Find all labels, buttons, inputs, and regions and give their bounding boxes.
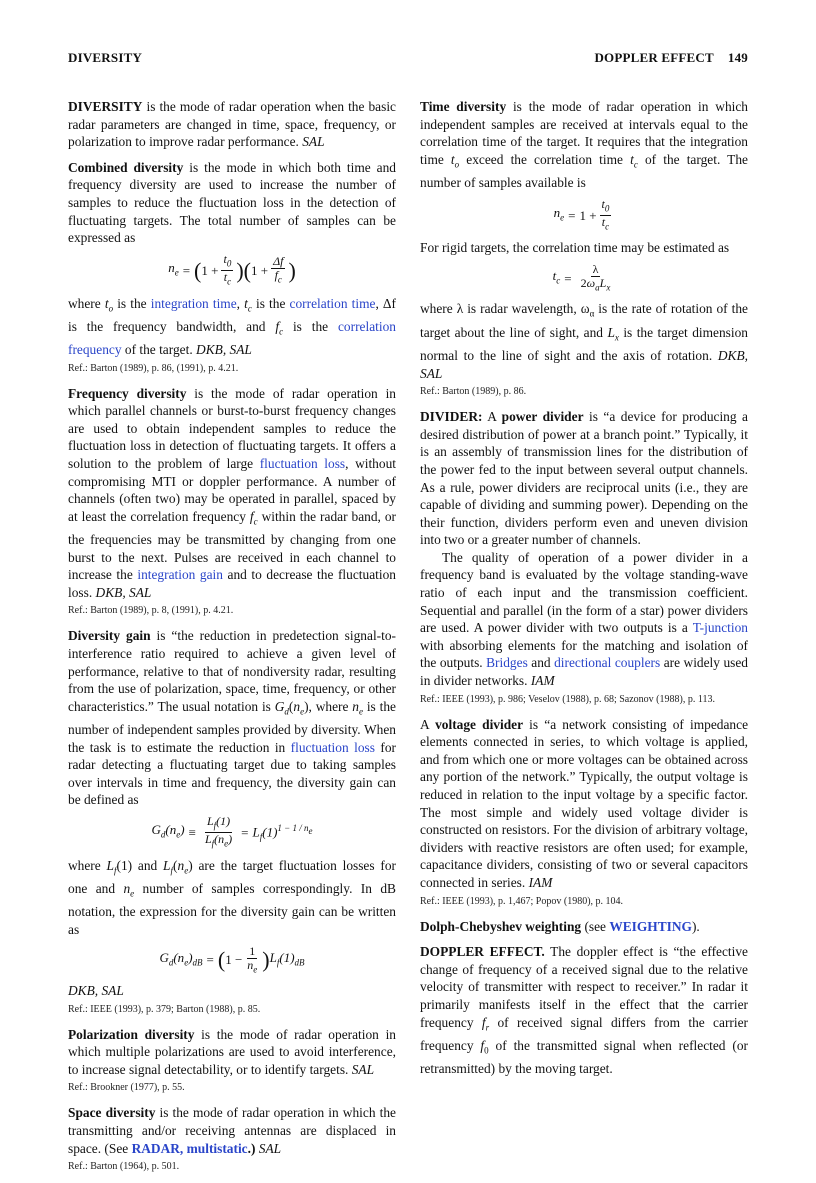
text: and to decrease the fluctuation loss.	[68, 567, 396, 600]
entry-frequency-diversity: Frequency diversity is the mode of radar operation in which parallel channels or burst-to-burst frequency changes are used to obtain independent samples to reduce the fluctuation loss in detection of fluctuating targets. It offers a solution to the problem of large fluctuation loss, without compromising MTI or doppler performance. A number of channels (often two) may be operated in parallel, spaced by at least the correlation frequency $f_c$ within the radar band, or the frequencies may be transmitted by changing from one burst to the next. Pulses are received in each channel to increase the integration gain and to decrease the fluctuation loss. DKB, SAL Ref.: Barton (1989), p. 8, (1991), p. 4.21.	[68, 385, 396, 617]
entry-diversity-gain: Diversity gain is “the reduction in predetection signal-to-interference ratio required to achieve a given level of performance, relative to that of nondiversity radar, resulting from the use of polarization, space, time, frequency, or other characteristics.” The usual notation is $G_d(n_e)$, where $n_e$ is the number of independent samples provided by diversity. When the task is to estimate the reduction in fluctuation loss for radar detecting a fluctuating target due to taking samples over intervals in time and frequency, the diversity gain can be defined as $G_d(n_e)$ ≡ $\frac{L_f(1)}{L_f(n_e)}$ = $L_f(1)^{1 - 1 / n_e}$ where $L_f(1)$ and $L_f(n_e)$ are the target fluctuation losses for one and $n_e$ number of samples correspondingly. In dB notation, the expression for the diversity gain can be written as $G_d(n_e)_{dB}$ = ( 1 − $\frac{1}{n_e}$ ) $L_f(1)_{dB}$ DKB, SAL Ref.: IEEE (1993), p. 379; Barton (1988), p. 85.	[68, 628, 396, 1015]
text: A	[482, 409, 502, 425]
author: DKB, SAL	[68, 982, 124, 998]
text: The quality of operation of a power divider in a frequency band is evaluated by the voltage standing-wave ratio of each input and the transmission coefficient. Sequential and parallel (in the form of a star) power dividers are used. A power divider with two outputs is a	[420, 549, 748, 636]
text: is the	[251, 295, 290, 311]
term: DOPPLER EFFECT.	[420, 944, 545, 960]
entry-dolph-chebyshev	[420, 918, 748, 936]
link-fluctuation-loss[interactable]: fluctuation loss	[290, 739, 375, 755]
text: A	[420, 716, 436, 732]
text: , where	[308, 698, 353, 714]
term: power divider	[501, 409, 584, 425]
link-fluctuation-loss[interactable]: fluctuation loss	[259, 456, 346, 472]
text: is the	[283, 318, 338, 334]
author: DKB, SAL	[420, 347, 748, 381]
entry-time-diversity: Time diversity is the mode of radar operation in which independent samples are received at intervals equal to the correlation time of the target. It requires that the integration time $t_o$ exceed the correlation time $t_c$ of the target. The number of samples available is $n_e$ = 1 + $\frac{t_0}{t_c}$ For rigid targets, the correlation time may be estimated as $t_c$ = $\frac{\lambda}{2\omega_aL_x}$ where λ is radar wavelength, $\omega_\alpha$ is the rate of rotation of the target about the line of sight, and $L_x$ is the target dimension normal to the line of sight and the axis of rotation. DKB, SAL Ref.: Barton (1989), p. 86.	[420, 99, 748, 398]
equation-diversity-gain: $G_d(n_e)$ ≡ $\frac{L_f(1)}{L_f(n_e)}$ = $L_f(1)^{1 - 1 / n_e}$	[151, 814, 313, 849]
text: is the target dimension normal to the line of sight and the axis of rotation.	[420, 324, 748, 363]
term: DIVIDER:	[420, 409, 483, 425]
text: is the mode of radar operation in which multiple polarizations are used to avoid interference, to increase signal detectability, or to identify targets.	[68, 1026, 396, 1077]
author: IAM	[530, 673, 555, 689]
definition-text: is the mode in which both time and frequency diversity are used to increase the number of samples to reduce the fluctuation loss in the detection of fluctuating targets. The total number of samples can be expressed as	[68, 159, 396, 246]
text: and	[527, 655, 555, 671]
text: number of samples correspondingly. In dB notation, the expression for the diversity gain can be written as	[68, 881, 396, 937]
link-radar-multistatic[interactable]: RADAR, multistatic	[131, 1140, 248, 1156]
text: is the mode of radar operation in which parallel channels or burst-to-burst frequency changes are used to obtain independent samples to reduce the fluctuation loss in detection of fluctuating targets. It offers a solution to the problem of large	[68, 385, 396, 472]
text: are the target fluctuation losses for one and	[68, 857, 396, 897]
text: is the mode of radar operation in which the transmitting and/or receiving antennas are displaced in space. (See	[68, 1105, 396, 1156]
term: Diversity gain	[68, 628, 151, 644]
text: is the	[113, 295, 151, 311]
reference: Ref.: IEEE (1993), p. 986; Veselov (1988), p. 68; Sazonov (1988), p. 113.	[420, 693, 715, 705]
text: , Δf is the frequency bandwidth, and	[68, 295, 396, 334]
text: where	[68, 295, 105, 311]
link-directional-couplers[interactable]: directional couplers	[554, 655, 661, 671]
text: where λ is radar wavelength,	[420, 301, 581, 317]
text: exceed the correlation time	[459, 151, 631, 167]
term: Combined diversity	[68, 159, 184, 175]
reference: Ref.: IEEE (1993), p. 1,467; Popov (1980), p. 104.	[420, 895, 624, 907]
text: is the mode of radar operation in which independent samples are received at intervals equal to the correlation time of the target. It requires that the integration time	[420, 99, 748, 167]
link-correlation-frequency[interactable]: correlation frequency	[68, 318, 396, 358]
text: is “a device for producing a desired distribution of power at a branch point.” Typically, it is an assembly of transmission lines for the distribution of the power fed to the input between several output channels. As a rule, power dividers are reciprocal units (i.e., they are capable of dividing and summing power). Depending on the their function, dividers perform even and uneven division into two or a greater number of channels.	[420, 409, 748, 548]
term: Polarization diversity	[68, 1026, 195, 1042]
equation-samples: $n_e$ = ( 1 + $\frac{t_0}{t_c}$ )( 1 + $\frac{\Delta f}{f_c}$ )	[168, 251, 296, 287]
text: ).	[691, 918, 700, 934]
term: Time diversity	[420, 99, 507, 114]
entry-divider	[420, 408, 748, 706]
text: is “a network consisting of impedance elements connected in series, to which voltage is applied, and from which one or more voltages can be obtained across any portion of the network.” Typically, the output voltage is reduced in relation to the input voltage by a specific factor. The most simple and widely used voltage divider is constructed on resistors. For the division of arbitrary voltage, dividers with reactive resistors are often used; for example, capacitance dividers, consisting of two or several capacitors connected in series.	[420, 716, 749, 890]
text: of received signal differs from the carrier frequency	[420, 1014, 748, 1053]
entry-combined-diversity: Combined diversity is the mode in which both time and frequency diversity are used to increase the number of samples to reduce the fluctuation loss in the detection of fluctuating targets. The total number of samples can be expressed as $n_e$ = ( 1 + $\frac{t_0}{t_c}$ )( 1 + $\frac{\Delta f}{f_c}$ ) where $t_o$ is the integration time, $t_c$ is the correlation time, Δf is the frequency bandwidth, and $f_c$ is the correlation frequency of the target. DKB, SAL Ref.: Barton (1989), p. 86, (1991), p. 4.21.	[68, 159, 396, 374]
text: The doppler effect is “the effective change of frequency of a received signal due to the relative velocity of transmitter with respect to receiver.” In radar it primarily manifests itself in the effect that the carrier frequency	[420, 944, 748, 1030]
reference: Ref.: Barton (1989), p. 8, (1991), p. 4.21.	[68, 605, 234, 617]
text: is “the reduction in predetection signal-to-interference ratio required to achieve a given level of performance, relative to that of nondiversity radar, resulting from the use of polarization, space, time, frequency, or other characteristics.” The usual notation is	[68, 628, 396, 714]
right-column	[420, 98, 748, 1086]
page-number: 149	[727, 50, 748, 65]
left-column	[68, 98, 396, 1183]
equation-diversity-gain-db: $G_d(n_e)_{dB}$ = ( 1 − $\frac{1}{n_e}$ ) $L_f(1)_{dB}$	[159, 943, 305, 974]
link-t-junction[interactable]: T-junction	[692, 620, 748, 636]
link-integration-time[interactable]: integration time	[150, 295, 237, 311]
entry-doppler-effect: DOPPLER EFFECT. The doppler effect is “the effective change of frequency of a received signal due to the relative velocity of transmitter with respect to receiver.” In radar it primarily manifests itself in the effect that the carrier frequency $f_r$ of received signal differs from the carrier frequency $f_0$ of the transmitted signal when reflected (or retransmitted) by the moving target.	[420, 944, 748, 1077]
term: Space diversity	[68, 1105, 156, 1121]
text: .)	[247, 1140, 259, 1156]
running-head-title: DOPPLER EFFECT	[594, 50, 714, 65]
equation-correlation-time: $t_c$ = $\frac{\lambda}{2\omega_aL_x}$	[552, 262, 611, 293]
text: are widely used in divider networks.	[420, 655, 748, 689]
reference: Ref.: Barton (1989), p. 86.	[420, 386, 527, 398]
text: within the radar band, or the frequencies may be transmitted by changing from one burst to the next. Pulses are received in each channel to increase the	[68, 508, 396, 583]
text: where	[68, 857, 107, 873]
text: of the transmitted signal when reflected (or retransmitted) by the moving target.	[420, 1037, 748, 1077]
text: of the target.	[121, 342, 197, 358]
reference: Ref.: Barton (1964), p. 501.	[68, 1161, 180, 1173]
definition-text: is the mode of radar operation when the basic radar parameters are changed in time, space, frequency, or polarization to improve radar performance.	[68, 99, 396, 150]
term: voltage divider	[435, 716, 524, 732]
entry-space-diversity	[68, 1104, 396, 1173]
reference: Ref.: Brookner (1977), p. 55.	[68, 1082, 185, 1094]
text: with absorbing elements for the matching and isolation of the outputs.	[420, 637, 748, 671]
link-weighting[interactable]: WEIGHTING	[609, 918, 692, 934]
author: SAL	[302, 134, 325, 150]
entry-voltage-divider	[420, 716, 748, 908]
term: Frequency diversity	[68, 385, 187, 401]
text: (see	[581, 918, 610, 934]
author: SAL	[258, 1140, 282, 1156]
link-bridges[interactable]: Bridges	[486, 655, 528, 671]
term: DIVERSITY	[68, 99, 143, 114]
text: is the rate of rotation of the target about the line of sight, and	[420, 301, 748, 340]
text: of the target. The number of samples available is	[420, 151, 748, 191]
text: ,	[236, 295, 245, 311]
text: is the number of independent samples provided by diversity. When the task is to estimate the reduction in	[68, 698, 396, 755]
author: DKB, SAL	[95, 584, 152, 600]
reference: Ref.: IEEE (1993), p. 379; Barton (1988), p. 85.	[68, 1003, 261, 1015]
author: DKB, SAL	[196, 342, 252, 358]
text: for radar detecting a fluctuating target due to taking samples over intervals in time and frequency, the diversity gain can be defined as	[68, 739, 396, 808]
text: For rigid targets, the correlation time may be estimated as	[420, 240, 730, 256]
link-integration-gain[interactable]: integration gain	[137, 567, 223, 583]
entry-polarization-diversity	[68, 1026, 396, 1095]
equation-time-samples: $n_e$ = 1 + $\frac{t_0}{t_c}$	[553, 196, 610, 232]
entry-diversity	[68, 98, 396, 151]
term: Dolph-Chebyshev weighting	[420, 918, 582, 934]
text: , without compromising MTI or doppler performance. A number of channels (often two) may be operated in parallel, spaced by at least the correlation frequency	[68, 456, 396, 524]
running-head-right	[594, 50, 748, 66]
reference: Ref.: Barton (1989), p. 86, (1991), p. 4.21.	[68, 362, 239, 374]
text: and	[132, 857, 164, 873]
running-head-left: DIVERSITY	[68, 50, 143, 65]
author: IAM	[528, 874, 553, 890]
link-correlation-time[interactable]: correlation time	[289, 295, 376, 311]
author: SAL	[351, 1061, 375, 1077]
